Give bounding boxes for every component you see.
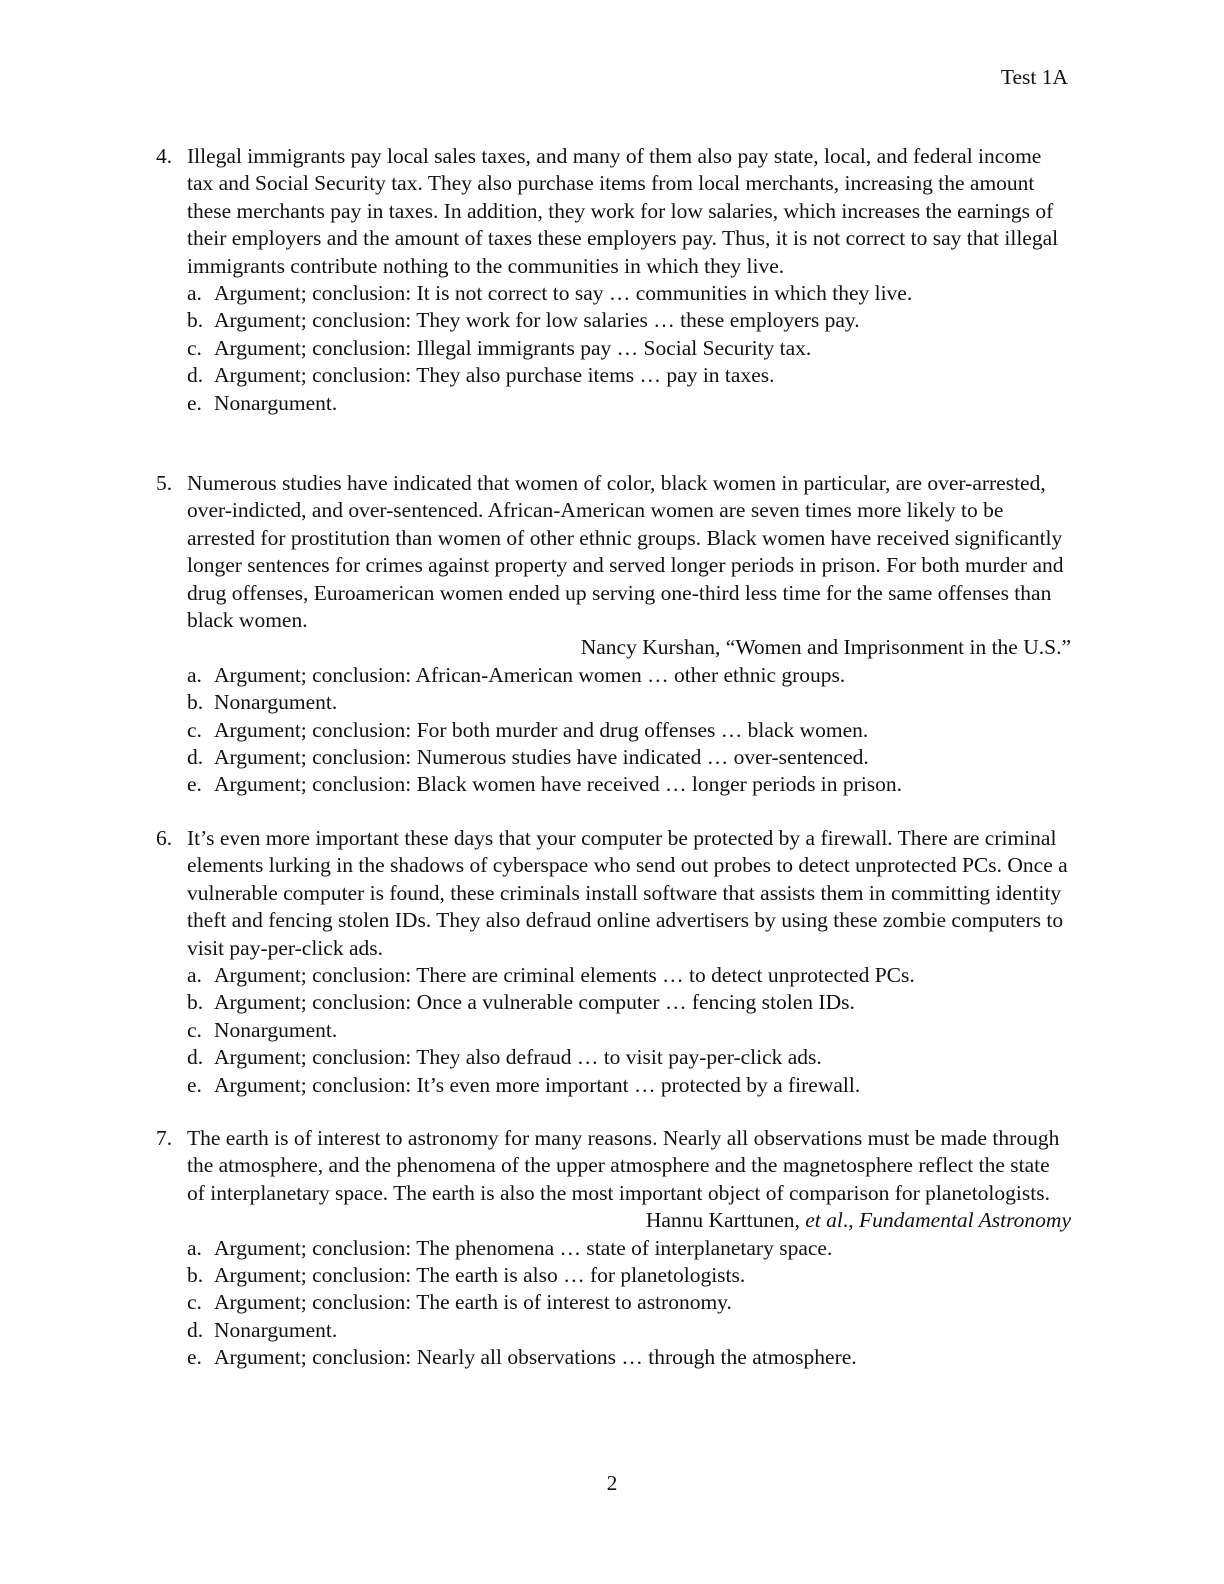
option-letter: e. [187, 772, 202, 797]
option-text: Argument; conclusion: Black women have received … longer periods in prison. [214, 772, 903, 797]
option-letter: a. [187, 281, 202, 306]
answer-option-c [187, 717, 1071, 744]
source-title: Fundamental Astronomy [859, 1208, 1071, 1233]
question-body [187, 825, 1071, 1099]
option-text: Argument; conclusion: Illegal immigrants pay … Social Security tax. [214, 335, 812, 360]
question-4 [156, 143, 1071, 417]
question-stem: The earth is of interest to astronomy for many reasons. Nearly all observations must be made through the atmosphere, and the phenomena of the upper atmosphere and the magnetosphere reflect the state of interplanetary space. The earth is also the most important object of comparison for planetologists. [187, 1126, 1060, 1205]
question-source-citation [187, 1207, 1071, 1234]
option-text: Nonargument. [214, 390, 338, 415]
answer-option-c [187, 1289, 1071, 1316]
option-text: Argument; conclusion: African-American women … other ethnic groups. [214, 662, 846, 687]
answer-option-b [187, 1262, 1071, 1289]
option-letter: c. [187, 1017, 202, 1042]
option-text: Argument; conclusion: They also defraud … to visit pay-per-click ads. [214, 1045, 822, 1070]
option-text: Argument; conclusion: There are criminal elements … to detect unprotected PCs. [214, 963, 915, 988]
answer-option-a [187, 962, 1071, 989]
source-separator: ., [842, 1208, 859, 1233]
option-text: Nonargument. [214, 1017, 338, 1042]
answer-option-b [187, 689, 1071, 716]
option-text: Nonargument. [214, 690, 338, 715]
option-text: Argument; conclusion: For both murder and drug offenses … black women. [214, 717, 869, 742]
answer-option-e [187, 390, 1071, 417]
page-number: 2 [606, 1471, 618, 1495]
option-letter: c. [187, 717, 202, 742]
answer-option-e [187, 771, 1071, 798]
page-header-test-label: Test 1A [1000, 65, 1068, 89]
option-text: Argument; conclusion: The earth is also … for planetologists. [214, 1263, 746, 1288]
answer-option-b [187, 989, 1071, 1016]
question-5 [156, 470, 1071, 799]
option-letter: c. [187, 1290, 202, 1315]
answer-option-b [187, 307, 1071, 334]
answer-option-e [187, 1344, 1071, 1371]
answer-option-d [187, 1317, 1071, 1344]
question-7 [156, 1125, 1071, 1372]
option-text: Argument; conclusion: Numerous studies have indicated … over-sentenced. [214, 745, 869, 770]
question-body [187, 1125, 1071, 1372]
option-text: Argument; conclusion: They also purchase items … pay in taxes. [214, 363, 775, 388]
answer-option-a [187, 662, 1071, 689]
question-stem: It’s even more important these days that your computer be protected by a firewall. There are criminal elements lurking in the shadows of cyberspace who send out probes to detect unprotected PCs. Once a vulnerable computer is found, these criminals install software that assists them in committing identity theft and fencing stolen IDs. They also defraud online advertisers by using these zombie computers to visit pay-per-click ads. [187, 826, 1068, 960]
question-stem: Illegal immigrants pay local sales taxes, and many of them also pay state, local, and federal income tax and Social Security tax. They also purchase items from local merchants, increasing the amount these merchants pay in taxes. In addition, they work for low salaries, which increases the earnings of their employers and the amount of taxes these employers pay. Thus, it is not correct to say that illegal immigrants contribute nothing to the communities in which they live. [187, 144, 1059, 278]
option-text: Nonargument. [214, 1317, 338, 1342]
answer-option-a [187, 1235, 1071, 1262]
option-text: Argument; conclusion: Nearly all observations … through the atmosphere. [214, 1345, 857, 1370]
answer-option-a [187, 280, 1071, 307]
answer-option-d [187, 744, 1071, 771]
question-source-citation: Nancy Kurshan, “Women and Imprisonment in the U.S.” [580, 635, 1071, 660]
option-letter: b. [187, 690, 204, 715]
answer-option-c [187, 335, 1071, 362]
question-number: 7. [156, 1126, 173, 1150]
source-author: Hannu Karttunen, [645, 1208, 800, 1233]
answer-option-d [187, 362, 1071, 389]
question-stem: Numerous studies have indicated that women of color, black women in particular, are over-arrested, over-indicted, and over-sentenced. African-American women are seven times more likely to be arrested for prostitution than women of other ethnic groups. Black women have received significantly longer sentences for crimes against property and served longer periods in prison. For both murder and drug offenses, Euroamerican women ended up serving one-third less time for the same offenses than black women. [187, 471, 1064, 633]
option-letter: c. [187, 335, 202, 360]
option-letter: a. [187, 963, 202, 988]
question-number: 5. [156, 471, 173, 495]
answer-option-d [187, 1044, 1071, 1071]
option-text: Argument; conclusion: They work for low salaries … these employers pay. [214, 308, 860, 333]
option-text: Argument; conclusion: The earth is of interest to astronomy. [214, 1290, 732, 1315]
question-body [187, 143, 1071, 417]
option-letter: e. [187, 1345, 202, 1370]
option-letter: b. [187, 308, 204, 333]
question-6 [156, 825, 1071, 1099]
option-text: Argument; conclusion: Once a vulnerable computer … fencing stolen IDs. [214, 990, 855, 1015]
answer-option-c [187, 1017, 1071, 1044]
option-letter: a. [187, 662, 202, 687]
option-text: Argument; conclusion: It is not correct to say … communities in which they live. [214, 281, 913, 306]
option-letter: d. [187, 745, 204, 770]
question-number: 6. [156, 826, 173, 850]
option-letter: d. [187, 1317, 204, 1342]
answer-option-e [187, 1072, 1071, 1099]
question-body [187, 470, 1071, 799]
option-letter: d. [187, 1045, 204, 1070]
question-number: 4. [156, 144, 173, 168]
option-letter: a. [187, 1235, 202, 1260]
source-et-al: et al [805, 1208, 843, 1233]
option-letter: e. [187, 1072, 202, 1097]
option-text: Argument; conclusion: It’s even more important … protected by a firewall. [214, 1072, 861, 1097]
option-text: Argument; conclusion: The phenomena … state of interplanetary space. [214, 1235, 833, 1260]
option-letter: d. [187, 363, 204, 388]
option-letter: e. [187, 390, 202, 415]
option-letter: b. [187, 1263, 204, 1288]
option-letter: b. [187, 990, 204, 1015]
